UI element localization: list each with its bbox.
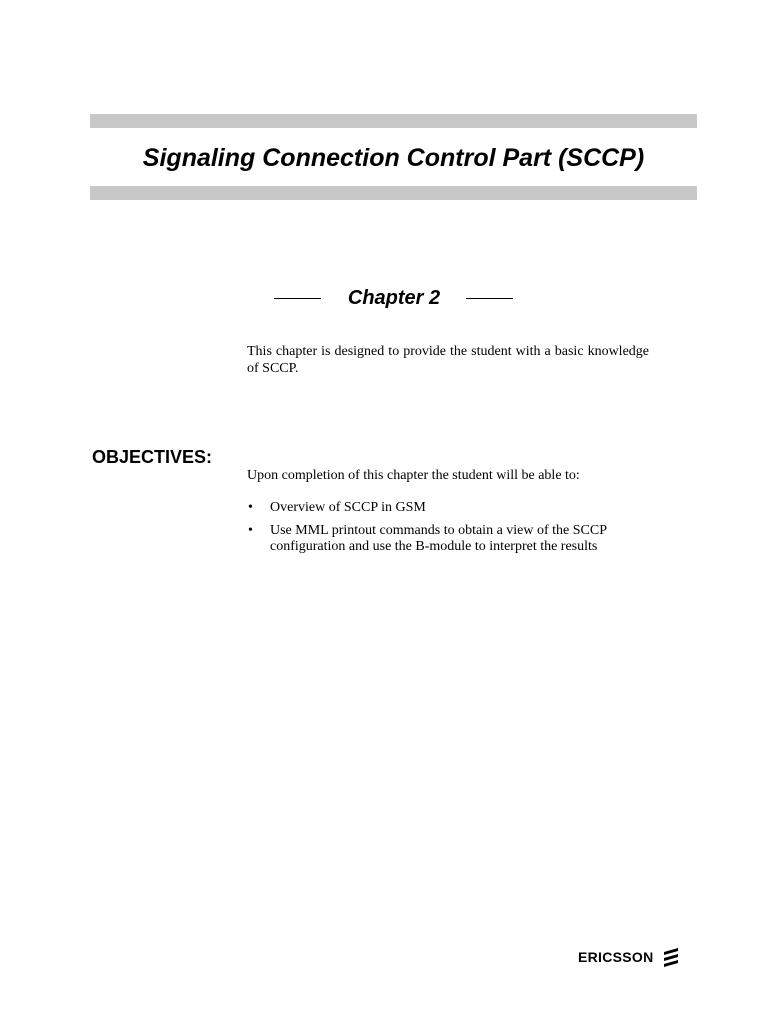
chapter-rule-right	[466, 298, 513, 299]
objectives-list	[247, 500, 657, 562]
ericsson-logo-icon	[662, 947, 680, 967]
objective-item	[247, 500, 657, 516]
objective-text: Use MML printout commands to obtain a view of the SCCP configuration and use the B-module to interpret the results	[270, 523, 607, 554]
chapter-rule-left	[274, 298, 321, 299]
chapter-heading: Chapter 2	[347, 287, 441, 309]
logo-wordmark: ERICSSON	[578, 949, 654, 965]
objectives-heading: OBJECTIVES:	[92, 447, 213, 467]
bullet-icon: •	[248, 500, 253, 515]
objective-text: Overview of SCCP in GSM	[270, 500, 426, 515]
ericsson-logo	[578, 946, 680, 968]
page-title: Signaling Connection Control Part (SCCP)	[142, 144, 645, 172]
bullet-icon: •	[248, 523, 253, 538]
objectives-lead: Upon completion of this chapter the student will be able to:	[247, 468, 580, 483]
title-bar-bottom	[90, 186, 697, 200]
chapter-intro: This chapter is designed to provide the student with a basic knowledge of SCCP.	[247, 344, 649, 376]
title-bar-top	[90, 114, 697, 128]
objective-item	[247, 523, 657, 555]
